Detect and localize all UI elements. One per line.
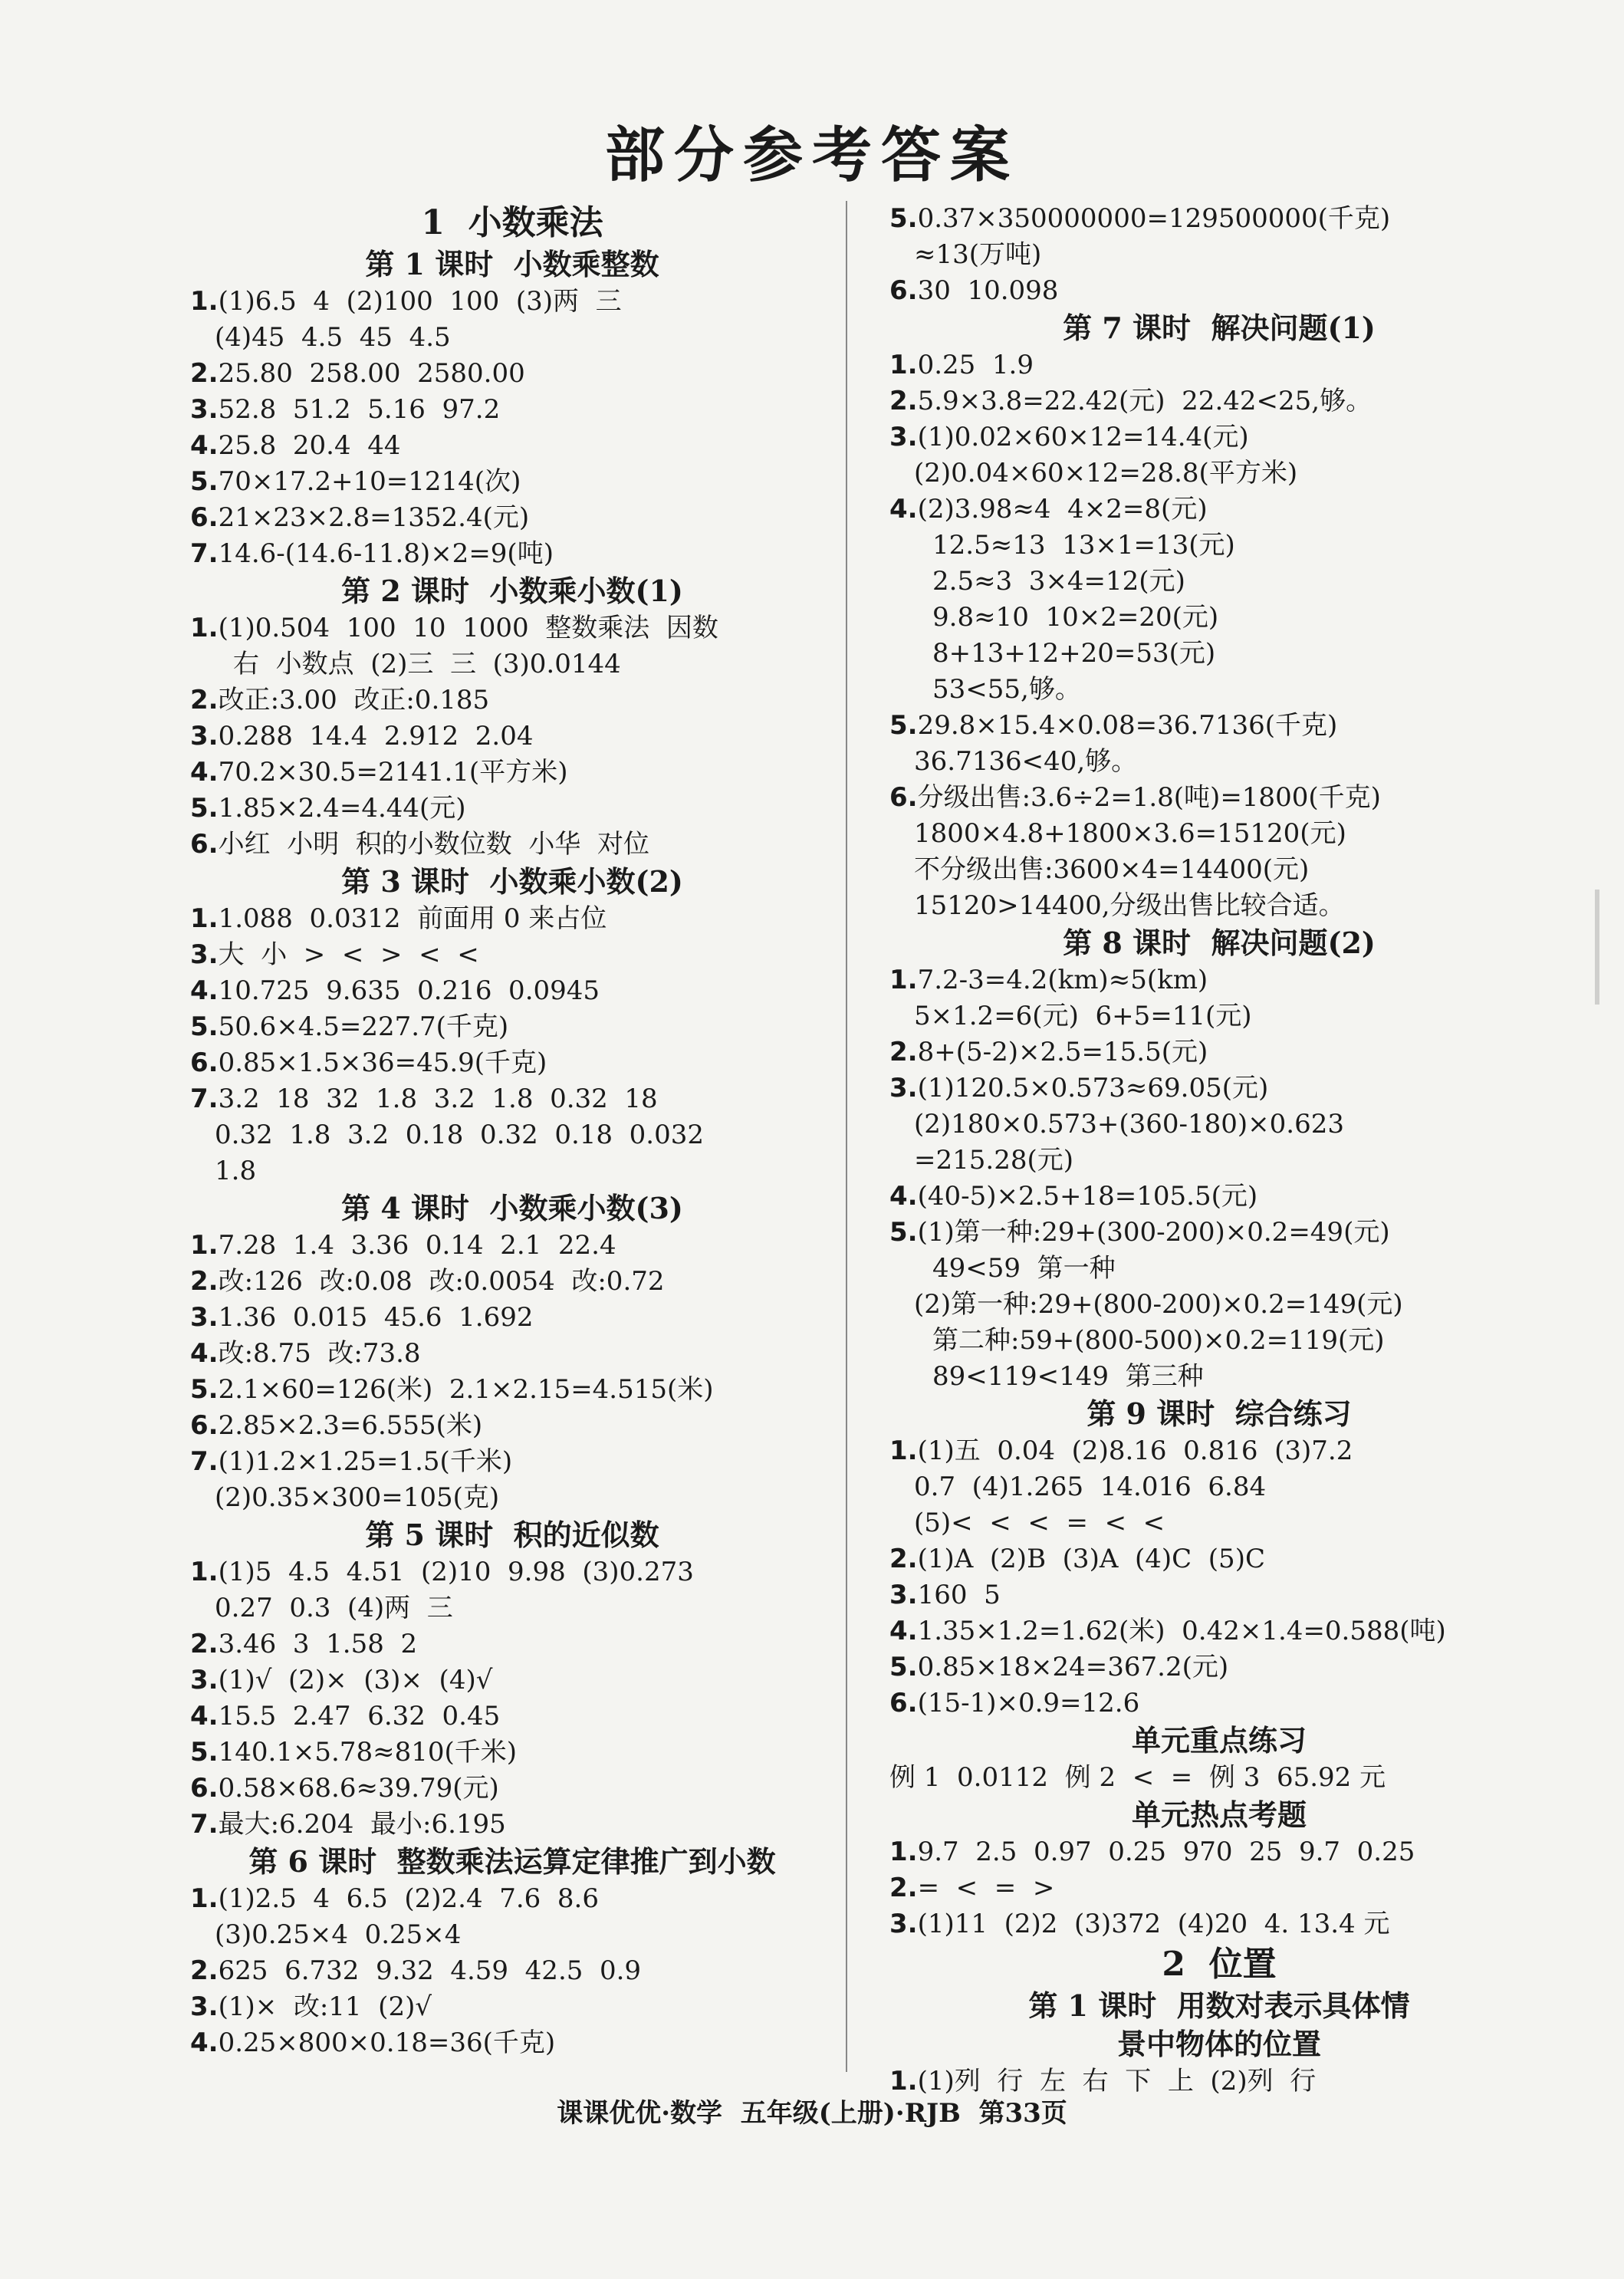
answer-line — [889, 636, 1549, 672]
question-number: 5. — [190, 1374, 219, 1405]
answer-text: 89<119<149 第三种 — [932, 1361, 1204, 1392]
answer-line — [190, 1009, 834, 1045]
answer-text: (4)45 4.5 45 4.5 — [215, 322, 451, 353]
answer-text: 0.85×18×24=367.2(元) — [917, 1652, 1229, 1682]
answer-text: (2)180×0.573+(360-180)×0.623 — [914, 1109, 1344, 1140]
answer-line — [889, 455, 1549, 492]
answer-line — [190, 536, 834, 572]
answer-line — [190, 356, 834, 392]
answer-text: =215.28(元) — [914, 1145, 1073, 1176]
answer-line — [889, 1906, 1549, 1942]
answer-line — [889, 1215, 1549, 1251]
question-number: 6. — [889, 782, 918, 813]
answer-text: 0.7 (4)1.265 14.016 6.84 — [914, 1472, 1267, 1502]
answer-line — [190, 392, 834, 428]
answer-text: (1)120.5×0.573≈69.05(元) — [917, 1073, 1269, 1103]
question-number: 5. — [889, 1217, 918, 1248]
question-number: 4. — [190, 2027, 219, 2058]
answer-text: 最大:6.204 最小:6.195 — [218, 1809, 506, 1840]
answer-line — [190, 827, 834, 863]
answer-line — [190, 1626, 834, 1662]
answer-line — [190, 719, 834, 755]
question-number: 1. — [889, 2066, 918, 2096]
answer-line — [889, 1469, 1549, 1505]
answer-line — [889, 1760, 1549, 1796]
question-number: 5. — [190, 1011, 219, 1042]
page-footer: 课课优优·数学 五年级(上册)·RJB 第33页 — [557, 2098, 1067, 2129]
answer-text: 49<59 第一种 — [932, 1253, 1116, 1284]
answer-text: 1.36 0.015 45.6 1.692 — [218, 1302, 534, 1333]
answer-line — [889, 1541, 1549, 1577]
question-number: 1. — [190, 286, 219, 317]
question-number: 1. — [190, 1230, 219, 1261]
answer-text: 15.5 2.47 6.32 0.45 — [218, 1701, 501, 1731]
left-column — [190, 201, 834, 2061]
answer-text: (1)5 4.5 4.51 (2)10 9.98 (3)0.273 — [218, 1557, 694, 1587]
answer-line — [190, 1153, 834, 1189]
answer-text: 7.28 1.4 3.36 0.14 2.1 22.4 — [218, 1230, 616, 1261]
answer-line — [889, 816, 1549, 852]
answer-text: 2.85×2.3=6.555(米) — [218, 1410, 483, 1441]
answer-line — [889, 383, 1549, 419]
answer-line — [190, 500, 834, 536]
answer-line — [889, 1359, 1549, 1395]
question-number: 3. — [190, 1665, 219, 1695]
question-number: 5. — [190, 1737, 219, 1768]
answer-text: 9.8≈10 10×2=20(元) — [932, 602, 1219, 633]
answer-line — [190, 937, 834, 973]
lesson-heading: 第 7 课时 解决问题(1) — [1063, 311, 1376, 345]
question-number: 3. — [190, 721, 219, 751]
question-number: 2. — [190, 358, 219, 389]
answer-text: 25.8 20.4 44 — [218, 430, 401, 461]
question-number: 3. — [889, 422, 918, 452]
question-number: 6. — [190, 502, 219, 533]
question-number: 7. — [190, 1446, 219, 1477]
answer-text: 8+13+12+20=53(元) — [932, 638, 1216, 669]
answer-text: (2)3.98≈4 4×2=8(元) — [917, 494, 1208, 525]
right-column — [889, 201, 1549, 2100]
answer-line — [190, 1662, 834, 1699]
answer-line — [889, 600, 1549, 636]
answer-text: (15-1)×0.9=12.6 — [917, 1688, 1140, 1718]
answer-text: 15120>14400,分级出售比较合适。 — [914, 890, 1345, 921]
answer-text: (1)0.02×60×12=14.4(元) — [917, 422, 1249, 452]
question-number: 5. — [889, 1652, 918, 1682]
answer-text: (1)第一种:29+(300-200)×0.2=49(元) — [917, 1217, 1390, 1248]
answer-text: (1)2.5 4 6.5 (2)2.4 7.6 8.6 — [218, 1883, 599, 1914]
answer-text: 0.288 14.4 2.912 2.04 — [218, 721, 534, 751]
question-number: 4. — [190, 1338, 219, 1369]
answer-text: 分级出售:3.6÷2=1.8(吨)=1800(千克) — [917, 782, 1381, 813]
answer-line — [190, 1699, 834, 1735]
lesson-heading: 第 1 课时 小数乘整数 — [365, 247, 659, 281]
answer-text: 52.8 51.2 5.16 97.2 — [218, 394, 501, 425]
question-number: 7. — [190, 1809, 219, 1840]
lesson-heading: 单元热点考题 — [1131, 1797, 1307, 1832]
answer-text: 5×1.2=6(元) 6+5=11(元) — [914, 1001, 1252, 1031]
answer-text: 70.2×30.5=2141.1(平方米) — [218, 757, 568, 788]
answer-text: 2.5≈3 3×4=12(元) — [932, 566, 1185, 597]
answer-text: (5)< < < = < < — [914, 1508, 1165, 1538]
answer-line — [190, 2025, 834, 2061]
answer-text: 1.35×1.2=1.62(米) 0.42×1.4=0.588(吨) — [917, 1616, 1446, 1646]
answer-line — [190, 1807, 834, 1843]
question-number: 1. — [190, 1557, 219, 1587]
answer-text: (1)五 0.04 (2)8.16 0.816 (3)7.2 — [917, 1435, 1353, 1466]
answer-line — [889, 273, 1549, 309]
question-number: 3. — [190, 394, 219, 425]
answer-line — [190, 1045, 834, 1081]
answer-line — [889, 1613, 1549, 1649]
answer-line — [190, 1881, 834, 1917]
answer-line — [889, 1287, 1549, 1323]
answer-line — [889, 888, 1549, 924]
answer-line — [190, 1917, 834, 1953]
answer-text: 0.32 1.8 3.2 0.18 0.32 0.18 0.032 — [215, 1120, 704, 1150]
scan-mark — [1595, 890, 1599, 1005]
answer-line — [889, 998, 1549, 1034]
answer-line — [889, 1251, 1549, 1287]
answer-line — [190, 1081, 834, 1117]
question-number: 6. — [190, 1773, 219, 1804]
question-number: 6. — [190, 1047, 219, 1078]
answer-text: 140.1×5.78≈810(千米) — [218, 1737, 518, 1768]
answer-text: 10.725 9.635 0.216 0.0945 — [218, 975, 600, 1006]
answer-line — [190, 755, 834, 791]
answer-line — [190, 791, 834, 827]
answer-text: (1)列 行 左 右 下 上 (2)列 行 — [917, 2066, 1317, 2096]
question-number: 3. — [190, 1302, 219, 1333]
answer-line — [190, 1480, 834, 1516]
answer-line — [190, 610, 834, 646]
answer-text: 8+(5-2)×2.5=15.5(元) — [917, 1037, 1208, 1067]
answer-line — [889, 1179, 1549, 1215]
answer-text: (1)11 (2)2 (3)372 (4)20 4. 13.4 元 — [917, 1909, 1390, 1939]
answer-text: 改:126 改:0.08 改:0.0054 改:0.72 — [218, 1266, 665, 1297]
question-number: 4. — [190, 430, 219, 461]
answer-line — [190, 1953, 834, 1989]
question-number: 2. — [190, 1629, 219, 1659]
question-number: 2. — [889, 1037, 918, 1067]
unit-heading: 1 小数乘法 — [421, 203, 603, 242]
question-number: 1. — [889, 1435, 918, 1466]
answer-text: 3.2 18 32 1.8 3.2 1.8 0.32 18 — [218, 1084, 658, 1114]
lesson-heading: 第 4 课时 小数乘小数(3) — [341, 1191, 683, 1225]
answer-text: 0.25 1.9 — [917, 350, 1034, 380]
answer-line — [889, 1505, 1549, 1541]
question-number: 3. — [889, 1909, 918, 1939]
question-number: 4. — [190, 975, 219, 1006]
answer-line — [889, 1685, 1549, 1722]
question-number: 3. — [190, 939, 219, 970]
question-number: 2. — [889, 1873, 918, 1903]
answer-line — [190, 646, 834, 682]
answer-line — [889, 201, 1549, 237]
answer-line — [889, 780, 1549, 816]
answer-text: 小红 小明 积的小数位数 小华 对位 — [218, 829, 650, 860]
question-number: 5. — [190, 466, 219, 497]
answer-line — [889, 962, 1549, 998]
answer-text: 30 10.098 — [917, 275, 1059, 306]
question-number: 1. — [190, 1883, 219, 1914]
question-number: 1. — [889, 350, 918, 380]
answer-line — [190, 1989, 834, 2025]
lesson-heading: 第 2 课时 小数乘小数(1) — [341, 574, 683, 608]
answer-line — [889, 1323, 1549, 1359]
answer-text: 53<55,够。 — [932, 674, 1081, 705]
answer-text: 7.2-3=4.2(km)≈5(km) — [917, 965, 1208, 995]
question-number: 5. — [889, 203, 918, 234]
answer-line — [889, 347, 1549, 383]
question-number: 3. — [889, 1073, 918, 1103]
answer-line — [889, 1070, 1549, 1107]
question-number: 5. — [889, 710, 918, 741]
lesson-heading: 第 3 课时 小数乘小数(2) — [341, 864, 683, 899]
answer-line — [190, 1554, 834, 1590]
answer-text: 大 小 > < > < < — [218, 939, 479, 970]
answer-text: (2)0.35×300=105(克) — [215, 1482, 500, 1513]
answer-text: 50.6×4.5=227.7(千克) — [218, 1011, 509, 1042]
answer-text: 14.6-(14.6-11.8)×2=9(吨) — [218, 538, 554, 569]
answer-line — [889, 1143, 1549, 1179]
answer-text: (2)第一种:29+(800-200)×0.2=149(元) — [914, 1289, 1403, 1320]
question-number: 3. — [889, 1580, 918, 1610]
answer-text: 0.85×1.5×36=45.9(千克) — [218, 1047, 547, 1078]
answer-text: 0.37×350000000=129500000(千克) — [917, 203, 1391, 234]
answer-line — [889, 744, 1549, 780]
answer-line — [190, 284, 834, 320]
answer-line — [889, 1870, 1549, 1906]
answer-text: (1)√ (2)× (3)× (4)√ — [218, 1665, 493, 1695]
unit-heading: 2 位置 — [1162, 1945, 1277, 1984]
answer-text: 1.85×2.4=4.44(元) — [218, 793, 466, 824]
lesson-heading: 单元重点练习 — [1131, 1723, 1307, 1758]
answer-text: 改:8.75 改:73.8 — [218, 1338, 421, 1369]
question-number: 6. — [889, 275, 918, 306]
answer-text: (1)A (2)B (3)A (4)C (5)C — [917, 1544, 1265, 1574]
page-title: 部分参考答案 — [604, 120, 1019, 190]
answer-text: 0.25×800×0.18=36(千克) — [218, 2027, 556, 2058]
answer-line — [889, 419, 1549, 455]
answer-line — [190, 901, 834, 937]
lesson-heading: 第 8 课时 解决问题(2) — [1063, 926, 1376, 960]
answer-text: = < = > — [917, 1873, 1055, 1903]
answer-line — [190, 1336, 834, 1372]
answer-text: ≈13(万吨) — [914, 239, 1042, 270]
answer-text: 1800×4.8+1800×3.6=15120(元) — [914, 818, 1346, 849]
answer-text: (40-5)×2.5+18=105.5(元) — [917, 1181, 1258, 1212]
answer-line — [190, 1735, 834, 1771]
question-number: 4. — [889, 494, 918, 525]
lesson-heading: 第 6 课时 整数乘法运算定律推广到小数 — [248, 1844, 776, 1879]
answer-line — [889, 1433, 1549, 1469]
question-number: 4. — [190, 757, 219, 788]
question-number: 6. — [889, 1688, 918, 1718]
question-number: 2. — [889, 1544, 918, 1574]
lesson-heading: 第 9 课时 综合练习 — [1087, 1396, 1352, 1431]
answer-line — [889, 1834, 1549, 1870]
answer-line — [889, 492, 1549, 528]
answer-line — [889, 564, 1549, 600]
answer-text: 5.9×3.8=22.42(元) 22.42<25,够。 — [917, 386, 1373, 416]
question-number: 6. — [190, 1410, 219, 1441]
question-number: 1. — [190, 613, 219, 643]
lesson-heading: 第 1 课时 用数对表示具体情 — [1028, 1988, 1410, 2023]
answer-text: 12.5≈13 13×1=13(元) — [932, 530, 1235, 561]
answer-text: 2.1×60=126(米) 2.1×2.15=4.515(米) — [218, 1374, 714, 1405]
answer-text: 29.8×15.4×0.08=36.7136(千克) — [917, 710, 1338, 741]
answer-line — [190, 1372, 834, 1408]
answer-text: 0.58×68.6≈39.79(元) — [218, 1773, 499, 1804]
answer-text: 改正:3.00 改正:0.185 — [218, 685, 490, 715]
answer-line — [190, 1408, 834, 1444]
answer-text: 21×23×2.8=1352.4(元) — [218, 502, 530, 533]
answer-text: 9.7 2.5 0.97 0.25 970 25 9.7 0.25 — [917, 1837, 1415, 1867]
question-number: 2. — [190, 1266, 219, 1297]
question-number: 2. — [889, 386, 918, 416]
answer-line — [889, 672, 1549, 708]
answer-text: 36.7136<40,够。 — [914, 746, 1138, 777]
answer-line — [190, 1590, 834, 1626]
answer-text: (3)0.25×4 0.25×4 — [215, 1919, 462, 1950]
answer-line — [889, 852, 1549, 888]
answer-line — [190, 1264, 834, 1300]
lesson-heading: 第 5 课时 积的近似数 — [365, 1518, 659, 1552]
answer-text: (1)6.5 4 (2)100 100 (3)两 三 — [218, 286, 622, 317]
answer-text: 625 6.732 9.32 4.59 42.5 0.9 — [218, 1955, 642, 1986]
answer-line — [889, 1107, 1549, 1143]
answer-line — [889, 528, 1549, 564]
question-number: 4. — [889, 1616, 918, 1646]
answer-line — [190, 1300, 834, 1336]
question-number: 3. — [190, 1991, 219, 2022]
question-number: 7. — [190, 1084, 219, 1114]
answer-text: 25.80 258.00 2580.00 — [218, 358, 525, 389]
answer-line — [889, 1649, 1549, 1685]
question-number: 1. — [889, 965, 918, 995]
answer-line — [190, 1228, 834, 1264]
column-divider — [846, 201, 847, 2072]
answer-line — [190, 320, 834, 356]
answer-text: 不分级出售:3600×4=14400(元) — [914, 854, 1310, 885]
answer-line — [889, 708, 1549, 744]
answer-text: 160 5 — [917, 1580, 1001, 1610]
answer-text: 0.27 0.3 (4)两 三 — [215, 1593, 453, 1623]
answer-line — [889, 237, 1549, 273]
answer-line — [190, 1444, 834, 1480]
answer-line — [190, 973, 834, 1009]
answer-line — [190, 682, 834, 719]
answer-text: (1)1.2×1.25=1.5(千米) — [218, 1446, 513, 1477]
answer-text: 例 1 0.0112 例 2 < = 例 3 65.92 元 — [889, 1762, 1386, 1793]
question-number: 2. — [190, 1955, 219, 1986]
answer-text: 第二种:59+(800-500)×0.2=119(元) — [932, 1325, 1385, 1356]
answer-text: 右 小数点 (2)三 三 (3)0.0144 — [233, 649, 621, 679]
answer-line — [190, 428, 834, 464]
answer-text: 70×17.2+10=1214(次) — [218, 466, 521, 497]
answer-text: 1.8 — [215, 1156, 257, 1186]
question-number: 1. — [190, 903, 219, 934]
answer-text: (1)0.504 100 10 1000 整数乘法 因数 — [218, 613, 718, 643]
answer-text: 3.46 3 1.58 2 — [218, 1629, 418, 1659]
question-number: 1. — [889, 1837, 918, 1867]
question-number: 6. — [190, 829, 219, 860]
answer-line — [889, 1034, 1549, 1070]
answer-text: 1.088 0.0312 前面用 0 来占位 — [218, 903, 607, 934]
answer-text: (1)× 改:11 (2)√ — [218, 1991, 432, 2022]
question-number: 4. — [190, 1701, 219, 1731]
answer-text: (2)0.04×60×12=28.8(平方米) — [914, 458, 1298, 488]
lesson-heading: 景中物体的位置 — [1116, 2027, 1321, 2061]
answer-line — [889, 1577, 1549, 1613]
question-number: 4. — [889, 1181, 918, 1212]
answer-line — [190, 1771, 834, 1807]
question-number: 5. — [190, 793, 219, 824]
answer-line — [190, 1117, 834, 1153]
question-number: 2. — [190, 685, 219, 715]
answer-line — [190, 464, 834, 500]
question-number: 7. — [190, 538, 219, 569]
